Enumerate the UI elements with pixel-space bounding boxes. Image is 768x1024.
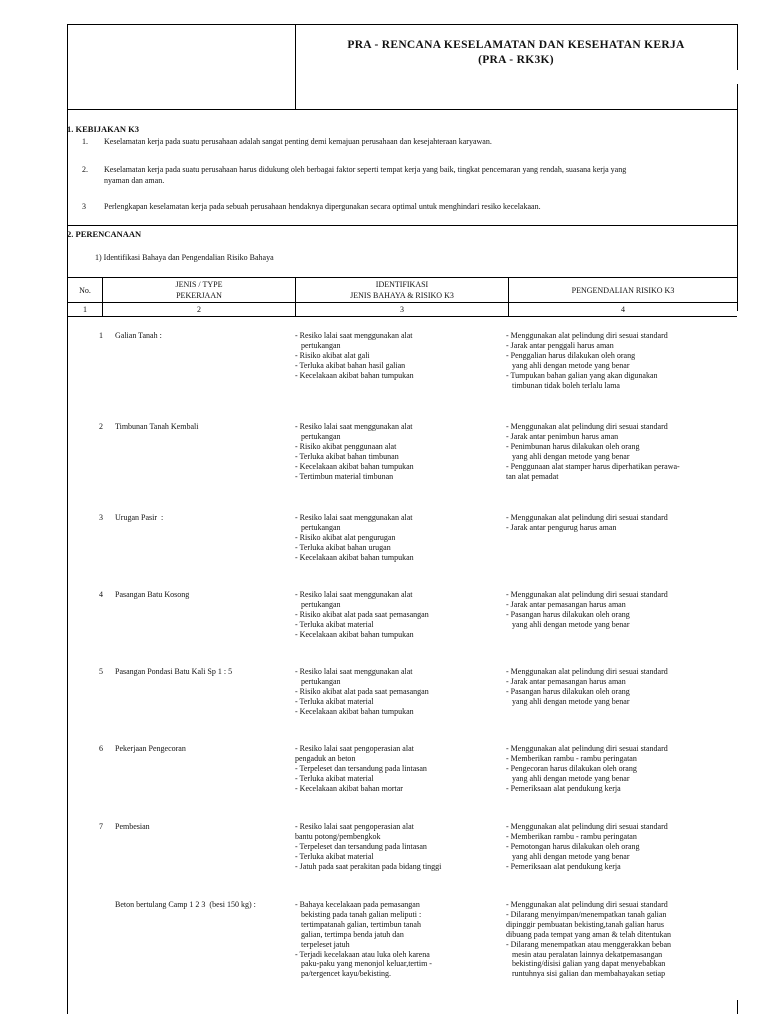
row-job-type: Pasangan Pondasi Batu Kali Sp 1 : 5 bbox=[115, 667, 233, 676]
col-header-ident-2: JENIS BAHAYA & RISIKO K3 bbox=[350, 291, 454, 300]
row-hazards: - Resiko lalai saat menggunakan alat pertukangan - Risiko akibat alat pengurugan - Terluka akibat bahan urugan - Kecelakaan akibat bahan tumpukan bbox=[295, 513, 414, 562]
row-hazards: - Resiko lalai saat menggunakan alat pertukangan - Risiko akibat alat pada saat pemasangan - Terluka akibat material - Kecelakaan akibat bahan tumpukan bbox=[295, 590, 429, 639]
policy-item-2-text: Keselamatan kerja pada suatu perusahaan harus didukung oleh berbagai faktor seperti tempat kerja yang baik, tingkat pencemaran yang rendah, suasana kerja yang bbox=[104, 165, 627, 174]
row-hazards: - Resiko lalai saat pengoperasian alat pengaduk an beton - Terpeleset dan tersandung pada lintasan - Terluka akibat material - Kecelakaan akibat bahan mortar bbox=[295, 744, 427, 793]
row-controls: - Menggunakan alat pelindung diri sesuai standard - Memberikan rambu - rambu peringatan - Pemotongan harus dilakukan oleh orang yang ahli dengan metode yang benar - Pemeriksaan alat pendukung kerja bbox=[506, 822, 668, 871]
policy-item-1-num: 1. bbox=[82, 137, 88, 146]
row-job-type: Urugan Pasir : bbox=[115, 513, 164, 522]
document-title: PRA - RENCANA KESELAMATAN DAN KESEHATAN KERJA bbox=[347, 39, 685, 51]
section2-heading: 2. PERENCANAAN bbox=[67, 229, 142, 239]
row-hazards: - Resiko lalai saat menggunakan alat pertukangan - Risiko akibat alat gali - Terluka akibat bahan hasil galian - Kecelakaan akibat bahan tumpukan bbox=[295, 331, 414, 380]
row-number: 2 bbox=[99, 422, 103, 431]
policy-item-1-text: Keselamatan kerja pada suatu perusahaan adalah sangat penting demi kemajuan perusahaan dan kesejahteraan karyawan. bbox=[104, 137, 492, 146]
header-bottom-border bbox=[67, 109, 737, 110]
row-controls: - Menggunakan alat pelindung diri sesuai standard - Jarak antar penggali harus aman - Penggalian harus dilakukan oleh orang yang ahli dengan metode yang benar - Tumpukan bahan galian yang akan digunakan timbunan tidak boleh terlalu lama bbox=[506, 331, 668, 390]
row-number: 6 bbox=[99, 744, 103, 753]
row-controls: - Menggunakan alat pelindung diri sesuai standard - Memberikan rambu - rambu peringatan - Pengecoran harus dilakukan oleh orang yang ahli dengan metode yang benar - Pemeriksaan alat pendukung kerja bbox=[506, 744, 668, 793]
policy-item-3-text: Perlengkapan keselamatan kerja pada sebuah perusahaan hendaknya dipergunakan secara optimal untuk menghindari resiko kecelakaan. bbox=[104, 202, 541, 211]
row-hazards: - Resiko lalai saat menggunakan alat pertukangan - Risiko akibat penggunaan alat - Terluka akibat bahan timbunan - Kecelakaan akibat bahan tumpukan - Tertimbun material timbunan bbox=[295, 422, 414, 481]
col-number-1: 1 bbox=[83, 305, 87, 314]
section2-top-border bbox=[67, 225, 737, 226]
policy-item-2-text-cont: nyaman dan aman. bbox=[104, 176, 165, 185]
row-controls: - Menggunakan alat pelindung diri sesuai standard - Jarak antar pemasangan harus aman - Pasangan harus dilakukan oleh orang yang ahli dengan metode yang benar bbox=[506, 667, 668, 706]
table-header-border bbox=[67, 302, 737, 303]
table-colnum-border bbox=[67, 316, 737, 317]
col-header-jenis-2: PEKERJAAN bbox=[176, 291, 222, 300]
row-number: 7 bbox=[99, 822, 103, 831]
header-top-border bbox=[67, 24, 737, 25]
row-job-type: Timbunan Tanah Kembali bbox=[115, 422, 199, 431]
row-number: 4 bbox=[99, 590, 103, 599]
table-top-border bbox=[67, 277, 737, 278]
row-job-type: Beton bertulang Camp 1 2 3 (besi 150 kg) : bbox=[115, 900, 256, 909]
row-number: 3 bbox=[99, 513, 103, 522]
row-job-type: Pasangan Batu Kosong bbox=[115, 590, 190, 599]
row-hazards: - Resiko lalai saat menggunakan alat pertukangan - Risiko akibat alat pada saat pemasangan - Terluka akibat material - Kecelakaan akibat bahan tumpukan bbox=[295, 667, 429, 716]
document-subtitle: (PRA - RK3K) bbox=[478, 54, 554, 66]
col-header-no: No. bbox=[79, 286, 91, 295]
col-header-ident-1: IDENTIFIKASI bbox=[375, 280, 429, 289]
row-controls: - Menggunakan alat pelindung diri sesuai standard - Jarak antar penimbun harus aman - Penimbunan harus dilakukan oleh orang yang ahli dengan metode yang benar - Penggunaan alat stamper harus diperhatikan perawa- tan alat pemadat bbox=[506, 422, 680, 481]
row-controls: - Menggunakan alat pelindung diri sesuai standard - Jarak antar pemasangan harus aman - Pasangan harus dilakukan oleh orang yang ahli dengan metode yang benar bbox=[506, 590, 668, 629]
row-number: 1 bbox=[99, 331, 103, 340]
col-header-pengendalian: PENGENDALIAN RISIKO K3 bbox=[571, 286, 675, 295]
row-hazards: - Bahaya kecelakaan pada pemasangan bekisting pada tanah galian meliputi : tertimpatanah galian, tertimbun tanah galian, tertimpa benda jatuh dan terpeleset jatuh - Terjadi kecelakaan atau luka oleh karena paku-paku yang menonjol keluar,tertim - pa/tergencet kayu/bekisting. bbox=[295, 900, 432, 979]
col-number-3: 3 bbox=[400, 305, 404, 314]
section2-subheading: 1) Identifikasi Bahaya dan Pengendalian Risiko Bahaya bbox=[95, 253, 274, 262]
policy-item-2-num: 2. bbox=[82, 165, 88, 174]
row-job-type: Pekerjaan Pengecoran bbox=[115, 744, 186, 753]
row-job-type: Pembesian bbox=[115, 822, 150, 831]
row-controls: - Menggunakan alat pelindung diri sesuai standard - Dilarang menyimpan/menempatkan tanah galian dipinggir pembuatan bekisting,tanah galian harus dibuang pada tempat yang aman & telah ditentukan - Dilarang menempatkan atau menggerakkan beban mesin atau peralatan lainnya dekatpemasangan bekisting/disisi galian yang dapat menyebabkan runtuhnya sisi galian dan membahayakan setiap bbox=[506, 900, 672, 979]
col-number-2: 2 bbox=[197, 305, 201, 314]
row-hazards: - Resiko lalai saat pengoperasian alat bantu potong/pembengkok - Terpeleset dan tersandung pada lintasan - Terluka akibat material - Jatuh pada saat perakitan pada bidang tinggi bbox=[295, 822, 442, 871]
section1-heading: 1. KEBIJAKAN K3 bbox=[67, 124, 140, 134]
row-job-type: Galian Tanah : bbox=[115, 331, 162, 340]
row-controls: - Menggunakan alat pelindung diri sesuai standard - Jarak antar pengurug harus aman bbox=[506, 513, 668, 532]
row-number: 5 bbox=[99, 667, 103, 676]
header-right-border bbox=[737, 24, 738, 70]
col-number-4: 4 bbox=[621, 305, 625, 314]
header-divider bbox=[295, 24, 296, 109]
policy-item-3-num: 3 bbox=[82, 202, 86, 211]
col-header-jenis-1: JENIS / TYPE bbox=[175, 280, 223, 289]
header-right-border-lower bbox=[737, 84, 738, 311]
body-col-divider-right bbox=[737, 1000, 738, 1014]
